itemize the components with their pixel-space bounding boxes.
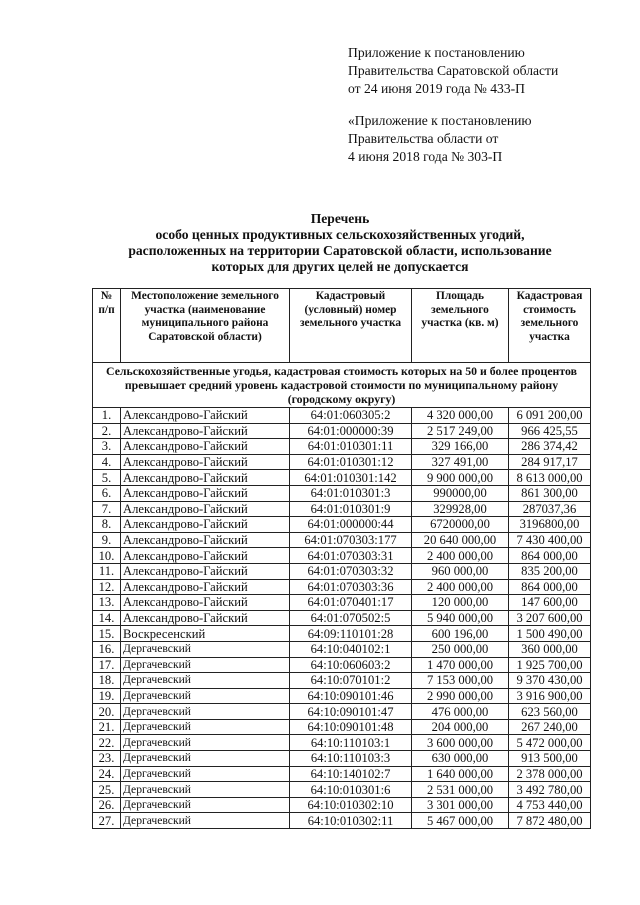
row-number: 7. [93,501,121,517]
table-row [93,408,591,424]
row-cadastral-number: 64:01:000000:44 [290,517,412,533]
row-area: 329 166,00 [412,439,509,455]
row-location: Воскресенский [121,626,290,642]
row-area: 5 940 000,00 [412,610,509,626]
row-cadastral-cost: 5 472 000,00 [509,735,591,751]
row-location: Александрово-Гайский [121,423,290,439]
row-cadastral-cost: 3 492 780,00 [509,782,591,798]
row-cadastral-number: 64:10:090101:47 [290,704,412,720]
table-row [93,719,591,735]
row-number: 3. [93,439,121,455]
row-cadastral-number: 64:10:010301:6 [290,782,412,798]
row-cadastral-cost: 7 872 480,00 [509,813,591,829]
row-cadastral-number: 64:10:110103:1 [290,735,412,751]
row-area: 2 990 000,00 [412,688,509,704]
table-row [93,735,591,751]
table-row [93,548,591,564]
row-area: 9 900 000,00 [412,470,509,486]
row-location: Александрово-Гайский [121,517,290,533]
row-area: 3 301 000,00 [412,797,509,813]
row-cadastral-cost: 861 300,00 [509,485,591,501]
row-cadastral-cost: 3196800,00 [509,517,591,533]
title-line: расположенных на территории Саратовской области, использование [128,243,552,258]
header-cadastral: Кадастровый (условный) номер земельного участка [290,289,412,363]
row-cadastral-cost: 7 430 400,00 [509,532,591,548]
row-location: Александрово-Гайский [121,610,290,626]
row-location: Дергачевский [121,641,290,657]
row-area: 327 491,00 [412,454,509,470]
row-cadastral-cost: 623 560,00 [509,704,591,720]
appendix-line: от 24 июня 2019 года № 433-П [348,81,525,96]
row-area: 120 000,00 [412,595,509,611]
row-area: 1 470 000,00 [412,657,509,673]
row-cadastral-cost: 4 753 440,00 [509,797,591,813]
row-cadastral-cost: 287037,36 [509,501,591,517]
row-cadastral-cost: 966 425,55 [509,423,591,439]
row-number: 19. [93,688,121,704]
table-row [93,501,591,517]
appendix-line: «Приложение к постановлению [348,113,532,128]
row-location: Александрово-Гайский [121,532,290,548]
row-number: 4. [93,454,121,470]
row-location: Дергачевский [121,688,290,704]
row-location: Дергачевский [121,704,290,720]
row-area: 7 153 000,00 [412,673,509,689]
row-cadastral-number: 64:01:070303:32 [290,563,412,579]
row-cadastral-cost: 864 000,00 [509,579,591,595]
row-cadastral-cost: 1 500 490,00 [509,626,591,642]
row-location: Дергачевский [121,673,290,689]
table-row [93,688,591,704]
row-location: Дергачевский [121,657,290,673]
title-heading: Перечень [310,211,370,226]
appendix-previous-reference [348,112,532,166]
table-row [93,704,591,720]
row-cadastral-cost: 864 000,00 [509,548,591,564]
row-cadastral-cost: 913 500,00 [509,751,591,767]
table-row [93,813,591,829]
row-location: Дергачевский [121,735,290,751]
row-area: 476 000,00 [412,704,509,720]
row-cadastral-number: 64:01:010301:142 [290,470,412,486]
row-cadastral-number: 64:01:070303:36 [290,579,412,595]
row-cadastral-cost: 3 207 600,00 [509,610,591,626]
row-number: 24. [93,766,121,782]
row-number: 8. [93,517,121,533]
row-location: Дергачевский [121,797,290,813]
row-area: 2 517 249,00 [412,423,509,439]
row-cadastral-number: 64:01:070502:5 [290,610,412,626]
row-cadastral-number: 64:10:010302:10 [290,797,412,813]
row-area: 2 400 000,00 [412,579,509,595]
row-location: Дергачевский [121,719,290,735]
table-row [93,782,591,798]
appendix-line: 4 июня 2018 года № 303-П [348,149,503,164]
row-location: Александрово-Гайский [121,579,290,595]
row-cadastral-number: 64:10:090101:46 [290,688,412,704]
header-location: Местоположение земельного участка (наименование муниципального района Саратовской области) [121,289,290,363]
row-location: Александрово-Гайский [121,470,290,486]
row-cadastral-number: 64:01:070401:17 [290,595,412,611]
title-line: которых для других целей не допускается [211,259,469,274]
row-cadastral-cost: 835 200,00 [509,563,591,579]
row-cadastral-number: 64:01:070303:31 [290,548,412,564]
table-row [93,517,591,533]
row-cadastral-number: 64:01:000000:39 [290,423,412,439]
row-cadastral-cost: 8 613 000,00 [509,470,591,486]
header-cost: Кадастровая стоимость земельного участка [509,289,591,363]
row-cadastral-cost: 6 091 200,00 [509,408,591,424]
row-number: 20. [93,704,121,720]
row-cadastral-number: 64:01:070303:177 [290,532,412,548]
row-area: 3 600 000,00 [412,735,509,751]
row-number: 5. [93,470,121,486]
row-location: Александрово-Гайский [121,501,290,517]
header-area: Площадь земельного участка (кв. м) [412,289,509,363]
row-cadastral-number: 64:10:090101:48 [290,719,412,735]
title-line: особо ценных продуктивных сельскохозяйственных угодий, [155,227,525,242]
row-location: Дергачевский [121,782,290,798]
row-area: 630 000,00 [412,751,509,767]
row-area: 5 467 000,00 [412,813,509,829]
row-cadastral-number: 64:09:110101:28 [290,626,412,642]
row-location: Дергачевский [121,813,290,829]
table-row [93,610,591,626]
table-row [93,563,591,579]
row-cadastral-cost: 3 916 900,00 [509,688,591,704]
table-header-row [93,289,591,363]
row-number: 17. [93,657,121,673]
header-num: № п/п [93,289,121,363]
row-number: 10. [93,548,121,564]
row-area: 250 000,00 [412,641,509,657]
row-location: Александрово-Гайский [121,454,290,470]
row-cadastral-cost: 360 000,00 [509,641,591,657]
row-number: 14. [93,610,121,626]
row-area: 2 531 000,00 [412,782,509,798]
row-cadastral-number: 64:01:010301:9 [290,501,412,517]
row-location: Дергачевский [121,751,290,767]
row-location: Дергачевский [121,766,290,782]
row-number: 11. [93,563,121,579]
row-area: 960 000,00 [412,563,509,579]
row-area: 6720000,00 [412,517,509,533]
table-row [93,673,591,689]
section-row [93,363,591,408]
row-cadastral-cost: 286 374,42 [509,439,591,455]
table-row [93,751,591,767]
table-row [93,641,591,657]
row-number: 15. [93,626,121,642]
row-number: 16. [93,641,121,657]
appendix-line: Приложение к постановлению [348,45,525,60]
row-location: Александрово-Гайский [121,439,290,455]
row-number: 21. [93,719,121,735]
row-number: 27. [93,813,121,829]
row-cadastral-cost: 147 600,00 [509,595,591,611]
row-area: 204 000,00 [412,719,509,735]
row-area: 600 196,00 [412,626,509,642]
appendix-line: Правительства области от [348,131,499,146]
appendix-current-reference [348,44,558,98]
row-number: 1. [93,408,121,424]
row-number: 23. [93,751,121,767]
row-location: Александрово-Гайский [121,548,290,564]
table-row [93,797,591,813]
table-row [93,485,591,501]
table-row [93,470,591,486]
row-area: 2 400 000,00 [412,548,509,564]
row-number: 9. [93,532,121,548]
row-cadastral-number: 64:10:110103:3 [290,751,412,767]
row-area: 20 640 000,00 [412,532,509,548]
row-cadastral-cost: 9 370 430,00 [509,673,591,689]
row-location: Александрово-Гайский [121,485,290,501]
section-title: Сельскохозяйственные угодья, кадастровая стоимость которых на 50 и более процентов превышает средний уровень кадастровой стоимости по муниципальному району (городскому округу) [93,363,591,408]
row-cadastral-number: 64:10:010302:11 [290,813,412,829]
row-cadastral-number: 64:10:070101:2 [290,673,412,689]
row-number: 13. [93,595,121,611]
row-cadastral-cost: 2 378 000,00 [509,766,591,782]
row-cadastral-number: 64:10:140102:7 [290,766,412,782]
row-number: 12. [93,579,121,595]
row-location: Александрово-Гайский [121,595,290,611]
row-number: 22. [93,735,121,751]
row-location: Александрово-Гайский [121,563,290,579]
table-row [93,657,591,673]
table-row [93,595,591,611]
land-plots-table [92,288,591,829]
row-cadastral-number: 64:10:040102:1 [290,641,412,657]
row-cadastral-number: 64:01:060305:2 [290,408,412,424]
table-row [93,439,591,455]
row-number: 25. [93,782,121,798]
row-cadastral-number: 64:10:060603:2 [290,657,412,673]
row-number: 26. [93,797,121,813]
row-area: 1 640 000,00 [412,766,509,782]
row-cadastral-cost: 284 917,17 [509,454,591,470]
table-row [93,423,591,439]
table-row [93,532,591,548]
row-cadastral-number: 64:01:010301:3 [290,485,412,501]
row-area: 4 320 000,00 [412,408,509,424]
table-row [93,766,591,782]
row-location: Александрово-Гайский [121,408,290,424]
document-title [90,211,590,275]
appendix-line: Правительства Саратовской области [348,63,559,78]
row-area: 329928,00 [412,501,509,517]
row-number: 2. [93,423,121,439]
row-area: 990000,00 [412,485,509,501]
table-row [93,579,591,595]
table-row [93,626,591,642]
row-cadastral-number: 64:01:010301:11 [290,439,412,455]
row-number: 18. [93,673,121,689]
row-number: 6. [93,485,121,501]
row-cadastral-cost: 1 925 700,00 [509,657,591,673]
table-row [93,454,591,470]
row-cadastral-number: 64:01:010301:12 [290,454,412,470]
row-cadastral-cost: 267 240,00 [509,719,591,735]
